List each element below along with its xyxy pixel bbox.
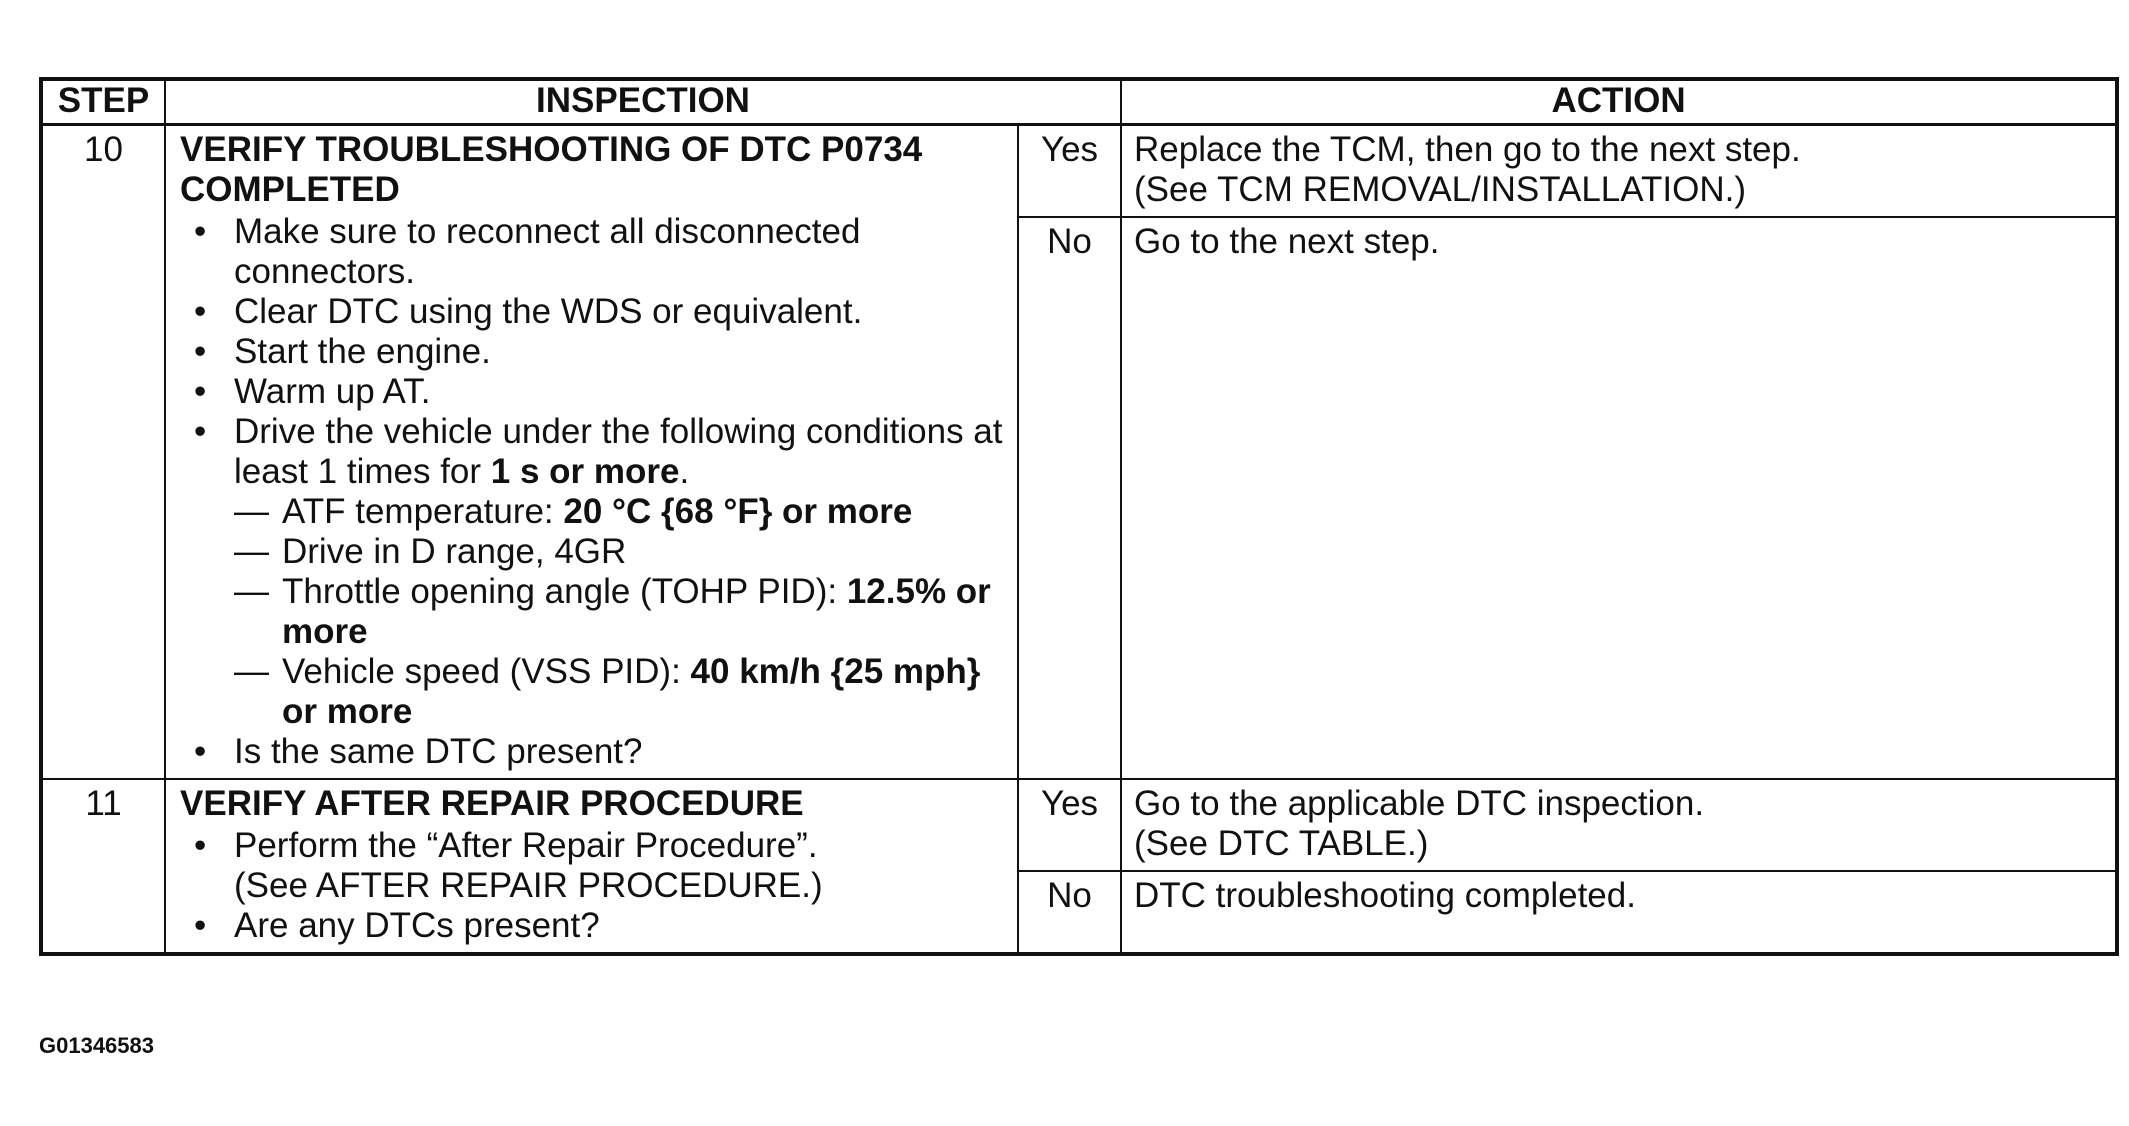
step-title: VERIFY TROUBLESHOOTING OF DTC P0734 COMPLETED xyxy=(180,130,923,209)
list-item xyxy=(234,652,1007,732)
step-number: 10 xyxy=(41,125,165,780)
step-10-inspection xyxy=(165,125,1018,780)
condition-text: Vehicle speed (VSS PID): xyxy=(282,652,691,691)
condition-value: 40 km/h {25 mph} or more xyxy=(282,652,981,731)
condition-text: ATF temperature: xyxy=(282,492,564,531)
table-header-row xyxy=(41,79,2117,125)
list-item: • Is the same DTC present? xyxy=(180,732,1007,772)
list-item xyxy=(234,572,1007,652)
list-item xyxy=(180,412,1007,732)
condition-text: Throttle opening angle (TOHP PID): xyxy=(282,572,847,611)
bullet-text: Drive the vehicle under the following conditions at least 1 times for xyxy=(234,412,1003,491)
list-item: • Make sure to reconnect all disconnected connectors. xyxy=(180,212,1007,292)
yes-label: Yes xyxy=(1018,125,1121,217)
list-item: • Clear DTC using the WDS or equivalent. xyxy=(180,292,1007,332)
yes-action xyxy=(1121,779,2117,871)
step-title: VERIFY AFTER REPAIR PROCEDURE xyxy=(180,784,804,823)
action-line: (See TCM REMOVAL/INSTALLATION.) xyxy=(1134,170,1746,209)
bullet-reference: (See AFTER REPAIR PROCEDURE.) xyxy=(234,866,823,905)
figure-id: G01346583 xyxy=(39,1033,154,1058)
drive-conditions-list xyxy=(234,492,1007,732)
no-action xyxy=(1121,217,2117,780)
list-item xyxy=(234,532,1007,572)
header-step: STEP xyxy=(41,79,165,125)
condition-value: 12.5% or more xyxy=(282,572,991,651)
list-item xyxy=(180,826,1007,906)
step-11-inspection xyxy=(165,779,1018,954)
bullet-text: • Perform the “After Repair Procedure”. xyxy=(234,826,818,865)
condition-text: Drive in D range, 4GR xyxy=(282,532,627,571)
inspection-bullet-list xyxy=(180,212,1007,772)
inspection-bullet-list xyxy=(180,826,1007,946)
bullet-text-end: . xyxy=(679,452,690,491)
list-item: • Are any DTCs present? xyxy=(180,906,1007,946)
condition-value: 20 °C {68 °F} or more xyxy=(563,492,913,531)
no-action xyxy=(1121,871,2117,954)
action-line: Go to the next step. xyxy=(1134,221,1440,261)
action-line: DTC troubleshooting completed. xyxy=(1134,876,1636,915)
step-10-yes-row xyxy=(41,125,2117,217)
no-label: No xyxy=(1018,871,1121,954)
list-item: • Start the engine. xyxy=(180,332,1007,372)
yes-label: Yes xyxy=(1018,779,1121,871)
bullet-bold-text: 1 s or more xyxy=(490,452,680,491)
list-item xyxy=(234,492,1007,532)
step-11-yes-row xyxy=(41,779,2117,871)
action-line: (See DTC TABLE.) xyxy=(1134,824,1429,863)
action-line: Go to the applicable DTC inspection. xyxy=(1134,784,1705,823)
list-item: • Warm up AT. xyxy=(180,372,1007,412)
step-number: 11 xyxy=(41,779,165,954)
no-label: No xyxy=(1018,217,1121,780)
yes-action xyxy=(1121,125,2117,217)
header-inspection: INSPECTION xyxy=(165,79,1121,125)
diagnostic-procedure-table xyxy=(39,77,2119,956)
action-line: Replace the TCM, then go to the next step. xyxy=(1134,130,1801,169)
header-action: ACTION xyxy=(1121,79,2117,125)
